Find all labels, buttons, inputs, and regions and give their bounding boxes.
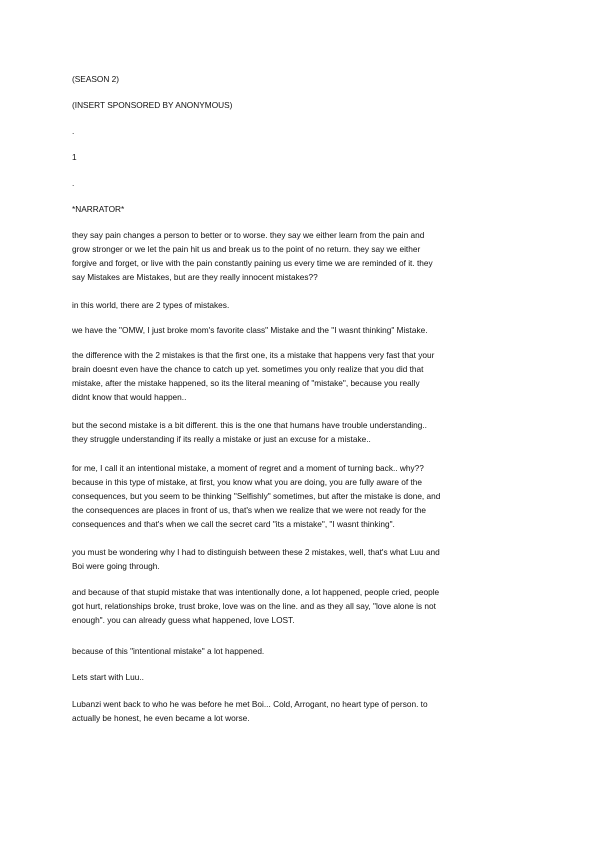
paragraph [72,697,524,725]
season-label: (SEASON 2) [72,74,120,84]
paragraph-line: didnt know that would happen.. [72,392,187,402]
paragraph-line: because in this type of mistake, at first, you know what you are doing, you are fully aware of the [72,477,423,487]
paragraph-line: forgive and forget, or live with the pain constantly paining us every time we are reminded of it. they [72,258,433,268]
paragraph-line: say Mistakes are Mistakes, but are they really innocent mistakes?? [72,272,318,282]
sponsor-line: (INSERT SPONSORED BY ANONYMOUS) [72,100,233,110]
narrator-heading: *NARRATOR* [72,204,125,214]
paragraph-line: but the second mistake is a bit different. this is the one that humans have trouble understanding.. [72,420,427,430]
paragraph [72,418,524,446]
paragraph-line: for me, I call it an intentional mistake, a moment of regret and a moment of turning back.. why?? [72,463,424,473]
paragraph [72,644,524,658]
paragraph-line: enough". you can already guess what happened, love LOST. [72,615,295,625]
paragraph [72,228,524,284]
paragraph [72,298,524,312]
paragraph-line: consequences and that's when we call the secret card "its a mistake", "I wasnt thinking". [72,519,395,529]
paragraph-line: in this world, there are 2 types of mistakes. [72,300,230,310]
paragraph [72,545,524,573]
paragraph [72,348,524,404]
paragraph-line: the difference with the 2 mistakes is that the first one, its a mistake that happens very fast that your [72,350,435,360]
paragraph-line: brain doesnt even have the chance to catch up yet. sometimes you only realize that you did that [72,364,424,374]
paragraph-line: Boi were going through. [72,561,160,571]
paragraph-line: they say pain changes a person to better or to worse. they say we either learn from the pain and [72,230,425,240]
paragraph-line: consequences, but you seem to be thinking "Selfishly" sometimes, but after the mistake is done, and [72,491,441,501]
paragraph-line: mistake, after the mistake happened, so its the literal meaning of "mistake", because you really [72,378,420,388]
paragraph-line: actually be honest, he even became a lot worse. [72,713,250,723]
separator-dot: . [72,178,75,188]
separator-dot: . [72,126,75,136]
paragraph [72,585,524,627]
paragraph-line: got hurt, relationships broke, trust broke, love was on the line. and as they all say, "love alone is not [72,601,436,611]
paragraph-line: you must be wondering why I had to distinguish between these 2 mistakes, well, that's what Luu and [72,547,440,557]
paragraph [72,461,524,531]
paragraph-line: Lubanzi went back to who he was before he met Boi... Cold, Arrogant, no heart type of person. to [72,699,428,709]
paragraph [72,323,524,337]
paragraph-line: grow stronger or we let the pain hit us and break us to the point of no return. they say we either [72,244,421,254]
paragraph-line: they struggle understanding if its really a mistake or just an excuse for a mistake.. [72,434,371,444]
chapter-number: 1 [72,152,77,162]
paragraph-line: and because of that stupid mistake that was intentionally done, a lot happened, people cried, people [72,587,440,597]
paragraph-line: the consequences are places in front of us, that's when we realize that we were not ready for the [72,505,426,515]
paragraph-line: we have the "OMW, I just broke mom's favorite class" Mistake and the "I wasnt thinking" Mistake. [72,325,428,335]
paragraph [72,670,524,684]
paragraph-line: Lets start with Luu.. [72,672,144,682]
paragraph-line: because of this "intentional mistake" a lot happened. [72,646,265,656]
